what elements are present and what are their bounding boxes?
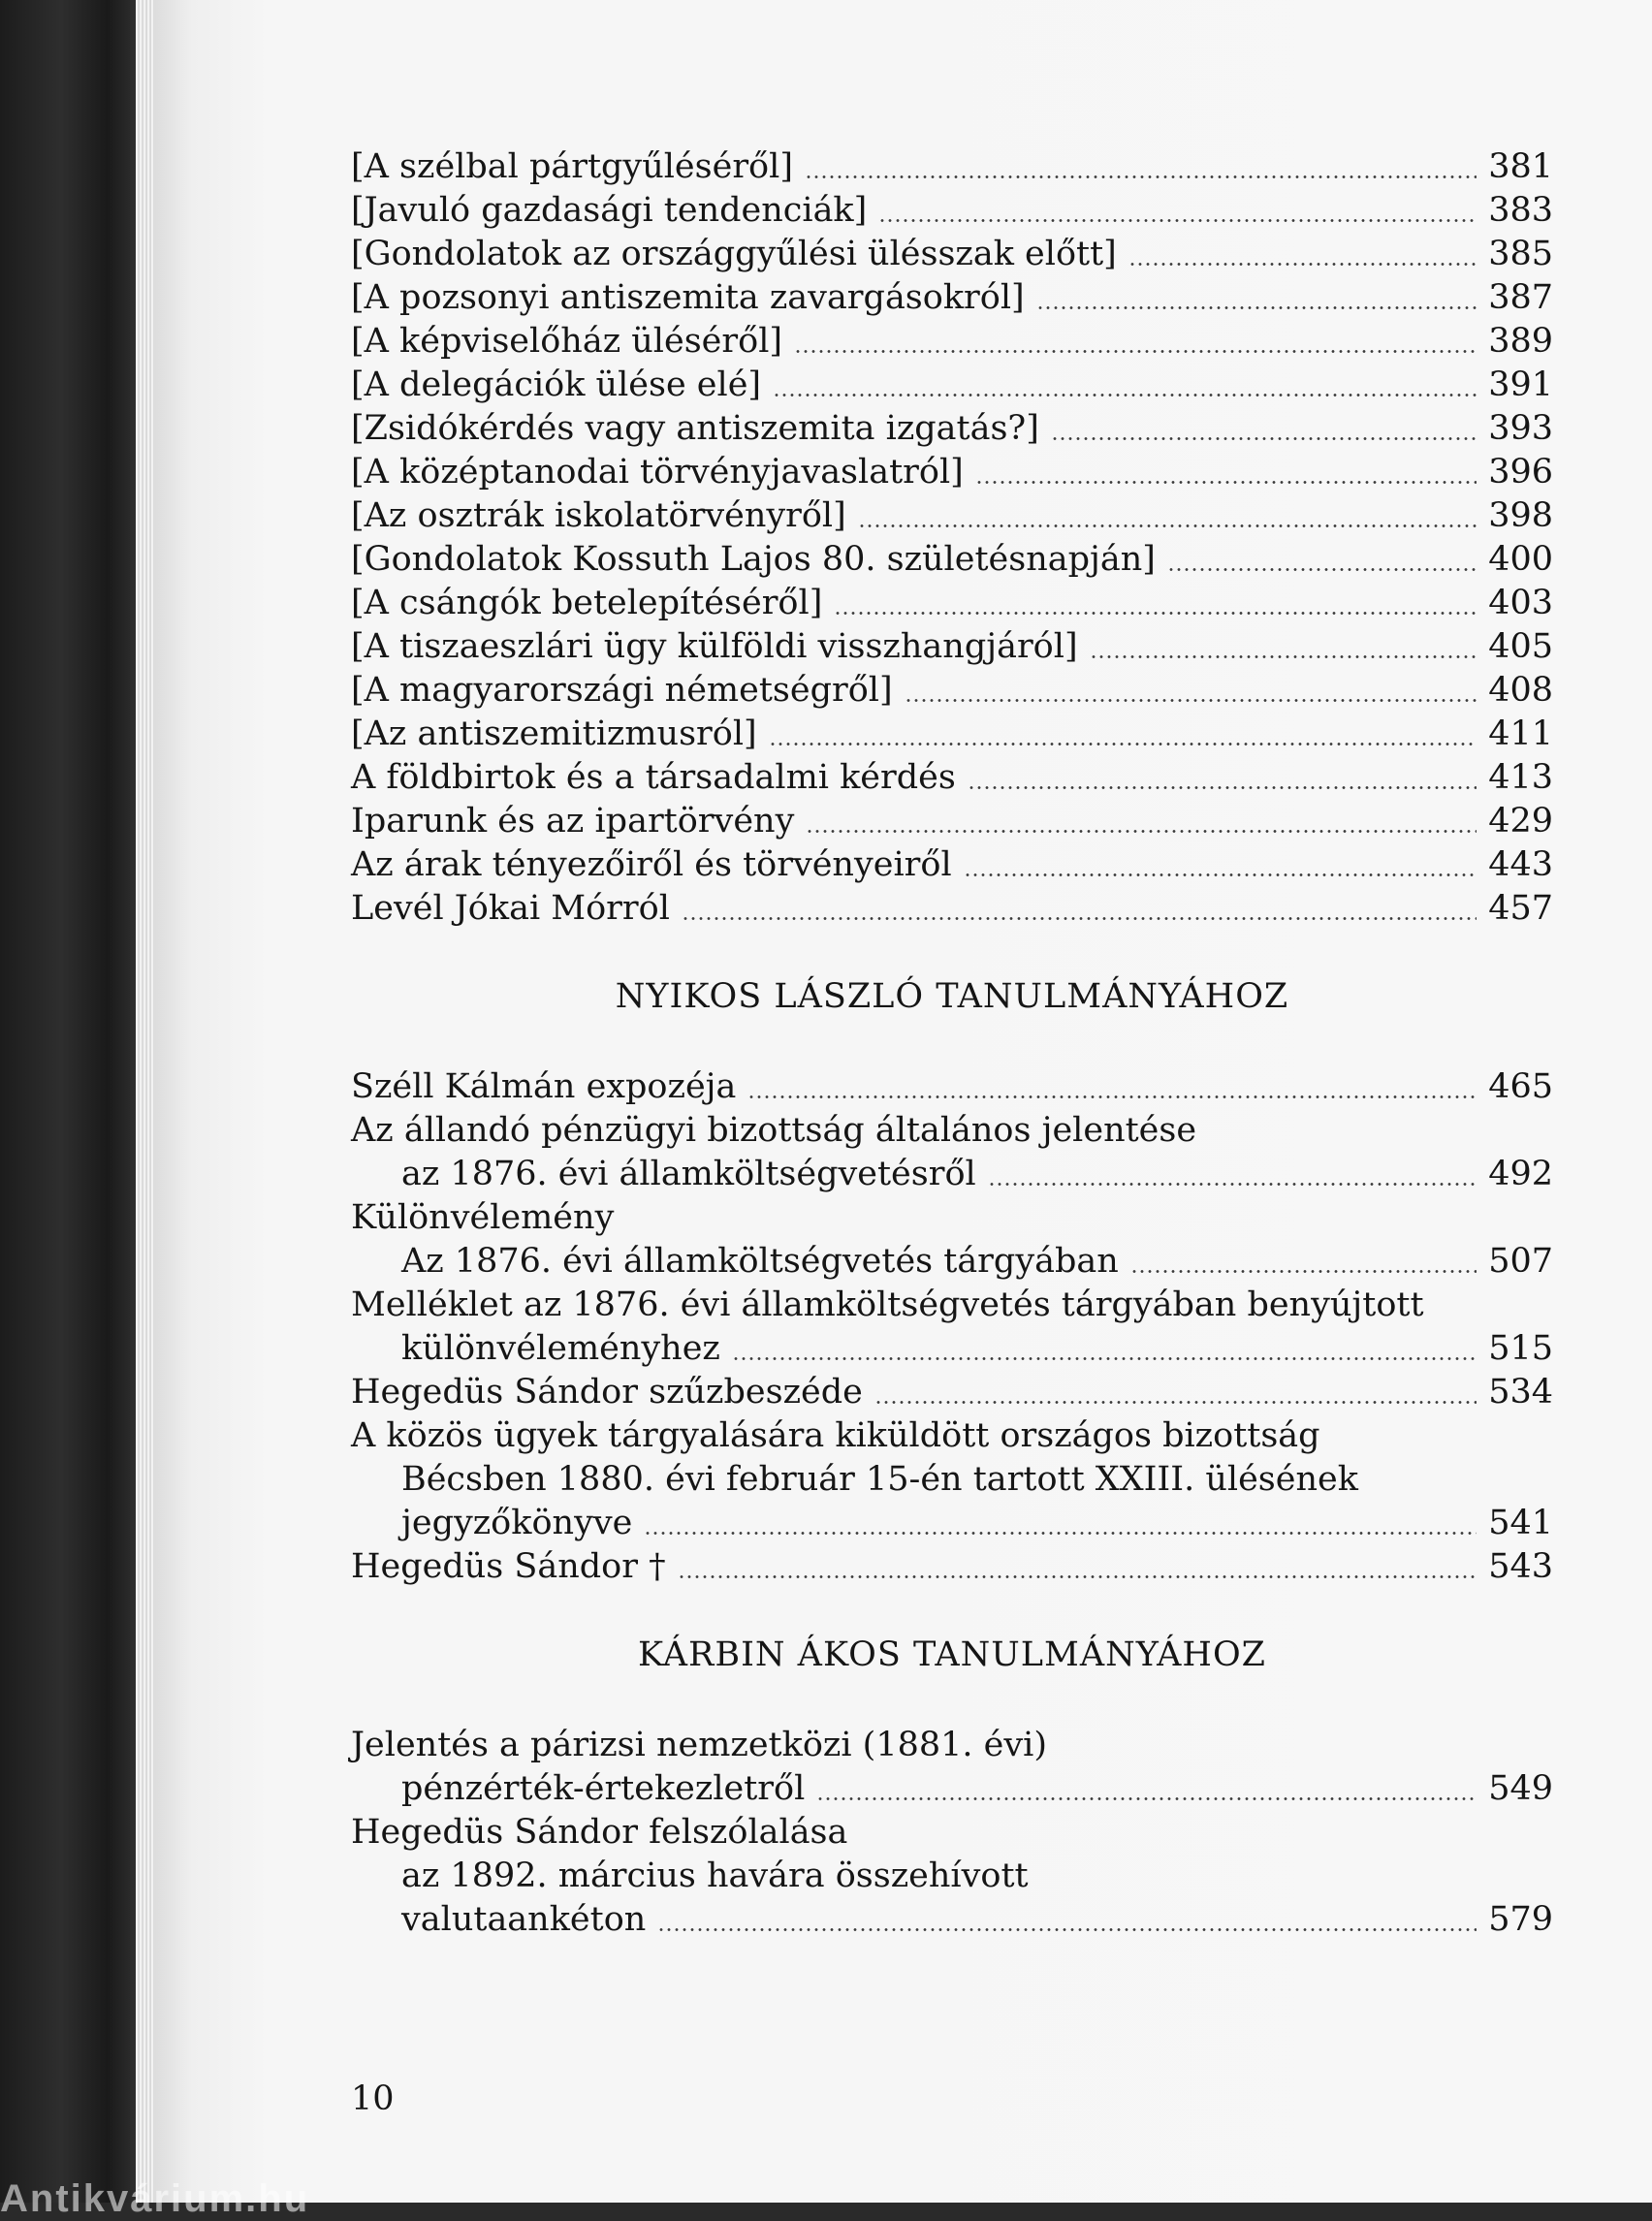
toc-entry <box>351 756 1553 800</box>
toc-page-number: 383 <box>1488 191 1553 230</box>
toc-entry-title-line: az 1892. március havára összehívott <box>401 1856 1029 1895</box>
toc-entry-title: [Gondolatok Kossuth Lajos 80. születésnapján] <box>351 540 1156 579</box>
toc-page-number: 411 <box>1488 714 1553 753</box>
toc-entry-title: [Az antiszemitizmusról] <box>351 714 757 753</box>
toc-entry-last-line <box>351 1327 1553 1371</box>
dot-leader <box>644 1532 1477 1535</box>
toc-page-number: 398 <box>1488 496 1553 535</box>
toc-entry-title: Hegedüs Sándor † <box>351 1547 666 1586</box>
toc-entry-title-line: pénzérték-értekezletről <box>401 1769 806 1808</box>
toc-entry <box>351 364 1553 407</box>
dot-leader <box>794 350 1477 353</box>
toc-entry-title: [Gondolatok az országgyűlési ülésszak előtt] <box>351 235 1117 273</box>
toc-entry-title: Az árak tényezőiről és törvényeiről <box>351 845 952 884</box>
toc-page-number: 387 <box>1488 278 1553 317</box>
toc-page-number: 389 <box>1488 322 1553 361</box>
dot-leader <box>874 1401 1477 1404</box>
toc-entry-title-line: különvéleményhez <box>401 1329 720 1368</box>
toc-entry-title: A földbirtok és a társadalmi kérdés <box>351 758 956 797</box>
toc-entry <box>351 1371 1553 1414</box>
toc-page-number: 507 <box>1488 1242 1553 1281</box>
toc-entry-title: [Javuló gazdasági tendenciák] <box>351 191 868 230</box>
toc-entry <box>351 1545 1553 1589</box>
dot-leader <box>747 1095 1477 1098</box>
toc-page-number: 465 <box>1488 1067 1553 1106</box>
toc-entry-title-line: Az 1876. évi államköltségvetés tárgyában <box>401 1242 1119 1281</box>
dot-leader <box>1051 437 1477 440</box>
toc-entry-title: [A magyarországi németségről] <box>351 671 893 710</box>
toc-entry-title: Iparunk és az ipartörvény <box>351 802 795 841</box>
dot-leader <box>968 786 1477 789</box>
toc-entry <box>351 538 1553 582</box>
toc-entry <box>351 1065 1553 1109</box>
toc-entry <box>351 145 1553 189</box>
toc-entry-last-line <box>351 1240 1553 1284</box>
toc-page-number: 405 <box>1488 627 1553 666</box>
toc-entry-title-line: A közös ügyek tárgyalására kiküldött országos bizottság <box>351 1416 1320 1455</box>
dot-leader <box>1167 568 1477 571</box>
toc-entry <box>351 625 1553 669</box>
toc-page-number: 515 <box>1488 1329 1553 1368</box>
toc-entry <box>351 800 1553 843</box>
toc-entry-last-line <box>351 1502 1553 1545</box>
toc-entry-title: [Zsidókérdés vagy antiszemita izgatás?] <box>351 409 1039 448</box>
toc-entry-last-line <box>351 1898 1553 1942</box>
dot-leader <box>1130 1270 1477 1273</box>
toc-page-number: 400 <box>1488 540 1553 579</box>
toc-page-number: 579 <box>1488 1900 1553 1939</box>
toc-entry <box>351 843 1553 887</box>
section-heading-nyikos: NYIKOS LÁSZLÓ TANULMÁNYÁHOZ <box>615 977 1289 1016</box>
toc-entry <box>351 582 1553 625</box>
dot-leader <box>769 743 1477 746</box>
page-edges <box>136 0 155 2203</box>
toc-entry <box>351 189 1553 233</box>
toc-entry-title-line: Jelentés a párizsi nemzetközi (1881. évi) <box>351 1726 1047 1764</box>
toc-entry <box>351 1811 1553 1942</box>
page-number: 10 <box>351 2079 395 2118</box>
table-of-contents <box>351 145 1553 1942</box>
toc-entry <box>351 1724 1553 1811</box>
toc-entry-title-line: Bécsben 1880. évi február 15-én tartott XXIII. ülésének <box>401 1460 1358 1499</box>
toc-entry-last-line <box>351 1767 1553 1811</box>
toc-entry <box>351 451 1553 494</box>
dot-leader <box>682 917 1477 920</box>
dot-leader <box>878 219 1477 222</box>
toc-entry-title-line: valutaankéton <box>401 1900 647 1939</box>
toc-entry-title-line: az 1876. évi államköltségvetésről <box>401 1155 976 1193</box>
toc-entry-title: [A szélbal pártgyűléséről] <box>351 147 793 186</box>
dot-leader <box>805 175 1477 178</box>
toc-group-3 <box>351 1724 1553 1942</box>
dot-leader <box>678 1575 1477 1578</box>
dot-leader <box>834 612 1477 615</box>
toc-entry <box>351 1196 1553 1284</box>
dot-leader <box>657 1928 1477 1931</box>
toc-entry-title: [A tiszaeszlári ügy külföldi visszhangjáról] <box>351 627 1078 666</box>
toc-entry <box>351 1109 1553 1196</box>
toc-entry <box>351 1414 1553 1545</box>
toc-page-number: 393 <box>1488 409 1553 448</box>
dot-leader <box>773 394 1477 397</box>
dot-leader <box>732 1357 1477 1360</box>
toc-entry-title-line: Az állandó pénzügyi bizottság általános jelentése <box>351 1111 1197 1150</box>
toc-entry <box>351 1284 1553 1371</box>
toc-entry-title: [A csángók betelepítéséről] <box>351 584 823 622</box>
toc-entry <box>351 233 1553 276</box>
toc-page-number: 391 <box>1488 365 1553 404</box>
toc-page-number: 429 <box>1488 802 1553 841</box>
dot-leader <box>858 524 1477 527</box>
toc-page-number: 534 <box>1488 1373 1553 1412</box>
toc-page-number: 396 <box>1488 453 1553 492</box>
toc-entry-title: Széll Kálmán expozéja <box>351 1067 737 1106</box>
watermark: Antikvárium.hu <box>0 2177 310 2220</box>
dot-leader <box>1128 263 1477 266</box>
dot-leader <box>816 1797 1477 1800</box>
toc-entry <box>351 887 1553 931</box>
toc-entry-title: [A képviselőház üléséről] <box>351 322 783 361</box>
toc-entry-last-line <box>351 1153 1553 1196</box>
toc-page-number: 492 <box>1488 1155 1553 1193</box>
toc-page-number: 543 <box>1488 1547 1553 1586</box>
toc-entry <box>351 669 1553 713</box>
toc-page-number: 549 <box>1488 1769 1553 1808</box>
book-spine <box>0 0 153 2203</box>
toc-entry-title-line: Hegedüs Sándor felszólalása <box>351 1813 848 1852</box>
toc-entry-title-line: Különvélemény <box>351 1198 615 1237</box>
toc-entry-title: [A középtanodai törvényjavaslatról] <box>351 453 964 492</box>
toc-entry <box>351 276 1553 320</box>
toc-entry <box>351 407 1553 451</box>
dot-leader <box>1090 655 1477 658</box>
toc-entry-title: [A pozsonyi antiszemita zavargásokról] <box>351 278 1025 317</box>
toc-entry-title: Levél Jókai Mórról <box>351 889 670 928</box>
toc-entry-title: [A delegációk ülése elé] <box>351 365 762 404</box>
dot-leader <box>964 873 1477 876</box>
dot-leader <box>975 481 1477 484</box>
toc-page-number: 457 <box>1488 889 1553 928</box>
dot-leader <box>806 830 1477 833</box>
toc-entry-title: [Az osztrák iskolatörvényről] <box>351 496 846 535</box>
toc-entry <box>351 713 1553 756</box>
dot-leader <box>1036 306 1477 309</box>
toc-page-number: 443 <box>1488 845 1553 884</box>
toc-page-number: 381 <box>1488 147 1553 186</box>
toc-page-number: 408 <box>1488 671 1553 710</box>
dot-leader <box>988 1183 1477 1186</box>
toc-entry-title-line: jegyzőkönyve <box>401 1504 633 1542</box>
toc-entry <box>351 494 1553 538</box>
toc-page-number: 541 <box>1488 1504 1553 1542</box>
dot-leader <box>905 699 1477 702</box>
toc-entry-title-line: Melléklet az 1876. évi államköltségvetés tárgyában benyújtott <box>351 1285 1424 1324</box>
toc-group-1 <box>351 145 1553 931</box>
section-heading-karbin: KÁRBIN ÁKOS TANULMÁNYÁHOZ <box>638 1635 1266 1674</box>
toc-entry <box>351 320 1553 364</box>
toc-entry-title: Hegedüs Sándor szűzbeszéde <box>351 1373 863 1412</box>
toc-page-number: 385 <box>1488 235 1553 273</box>
toc-page-number: 403 <box>1488 584 1553 622</box>
toc-group-2 <box>351 1065 1553 1589</box>
toc-page-number: 413 <box>1488 758 1553 797</box>
